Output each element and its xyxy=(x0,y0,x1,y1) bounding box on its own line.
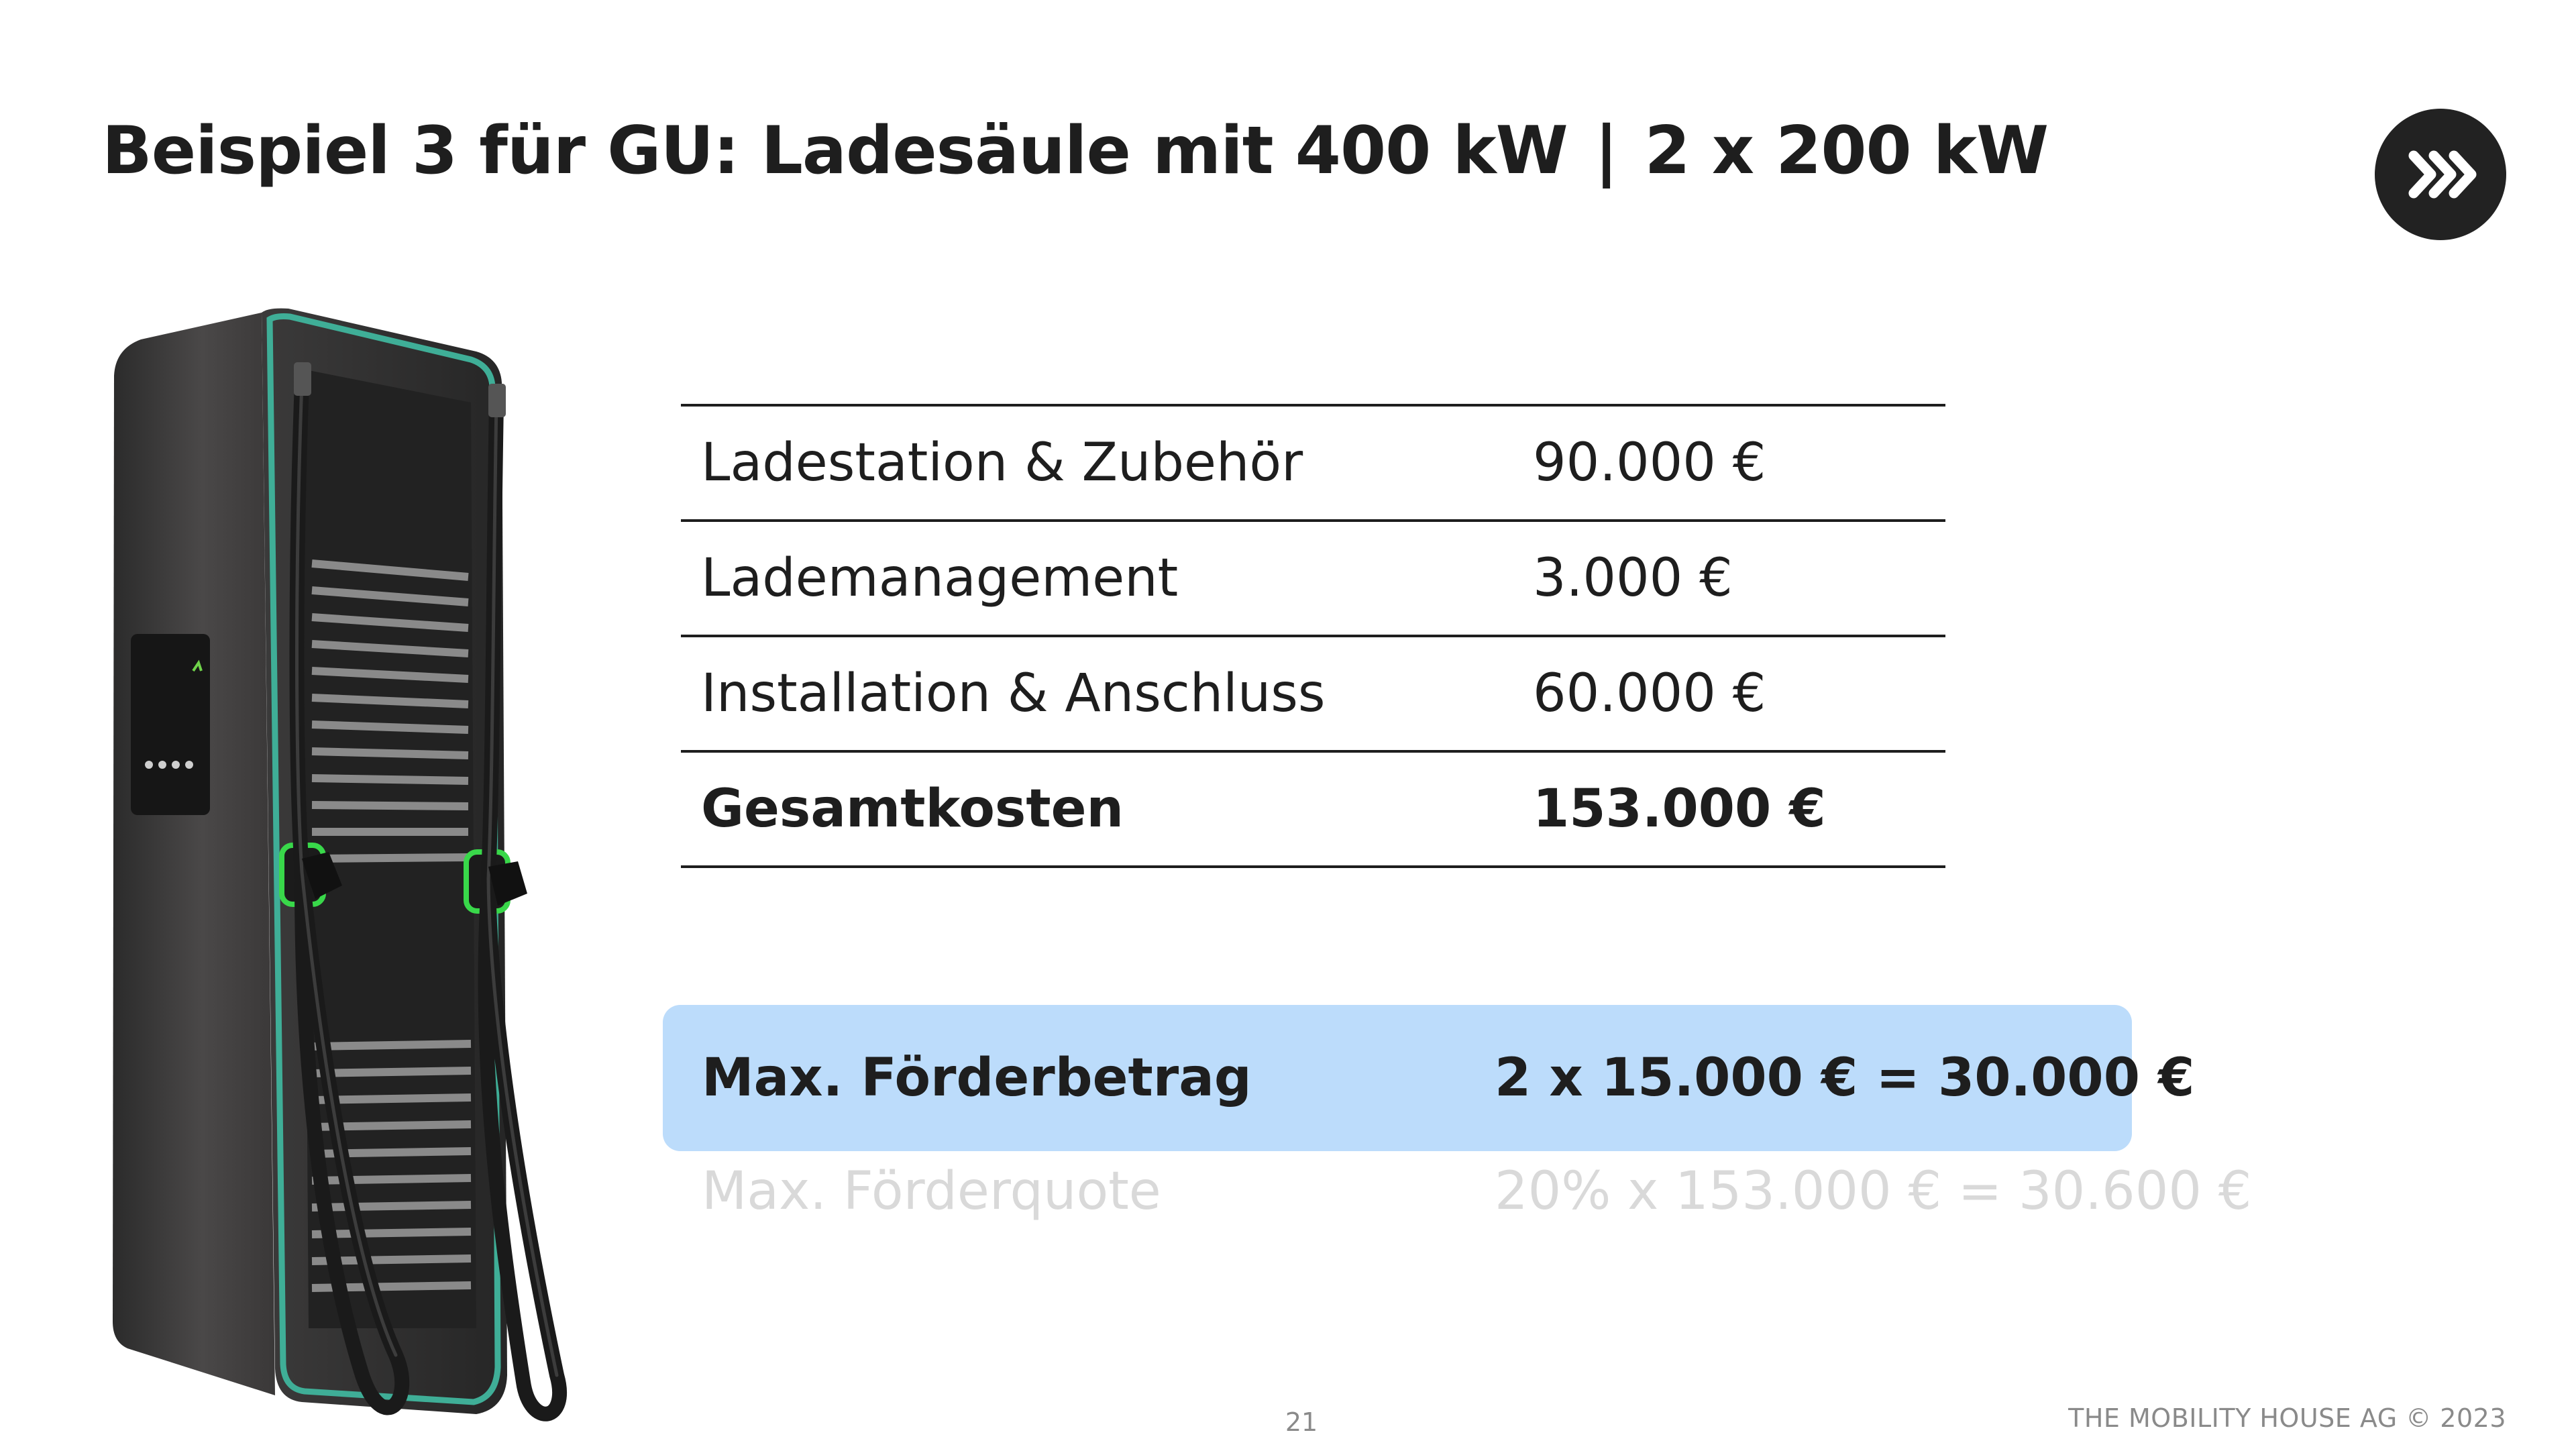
cost-label: Lademanagement xyxy=(701,548,1179,608)
brand-logo xyxy=(2375,109,2506,240)
max-funding-value: 2 x 15.000 € = 30.000 € xyxy=(1495,1048,2195,1108)
max-quota-label: Max. Förderquote xyxy=(702,1161,1161,1222)
max-funding-highlight xyxy=(663,1005,2195,1151)
cost-label: Installation & Anschluss xyxy=(701,663,1326,724)
cost-value: 60.000 € xyxy=(1533,663,1766,724)
charging-station-image xyxy=(101,295,610,1422)
cost-table xyxy=(681,404,1945,868)
total-cost-label: Gesamtkosten xyxy=(701,779,1124,839)
total-cost-value: 153.000 € xyxy=(1533,779,1826,839)
max-funding-label: Max. Förderbetrag xyxy=(702,1048,1252,1108)
triple-chevron-right-icon xyxy=(2375,109,2506,240)
page-number: 21 xyxy=(1285,1407,1318,1437)
cost-value: 3.000 € xyxy=(1533,548,1733,608)
footer-copyright: THE MOBILITY HOUSE AG © 2023 xyxy=(2068,1403,2506,1433)
title-separator: | xyxy=(1594,113,1618,189)
ev-charging-station-icon xyxy=(101,295,610,1422)
title-main: Beispiel 3 für GU: Ladesäule mit 400 kW xyxy=(102,113,1568,189)
cost-row xyxy=(681,519,1945,635)
cost-row xyxy=(681,635,1945,750)
title-power: 2 x 200 kW xyxy=(1644,113,2049,189)
max-quota-row xyxy=(663,1151,2273,1232)
cost-value: 90.000 € xyxy=(1533,433,1766,493)
cost-label: Ladestation & Zubehör xyxy=(701,433,1303,493)
max-quota-value: 20% x 153.000 € = 30.600 € xyxy=(1495,1161,2252,1222)
slide-title xyxy=(102,113,2048,189)
cost-row xyxy=(681,404,1945,519)
total-cost-row xyxy=(681,750,1945,868)
